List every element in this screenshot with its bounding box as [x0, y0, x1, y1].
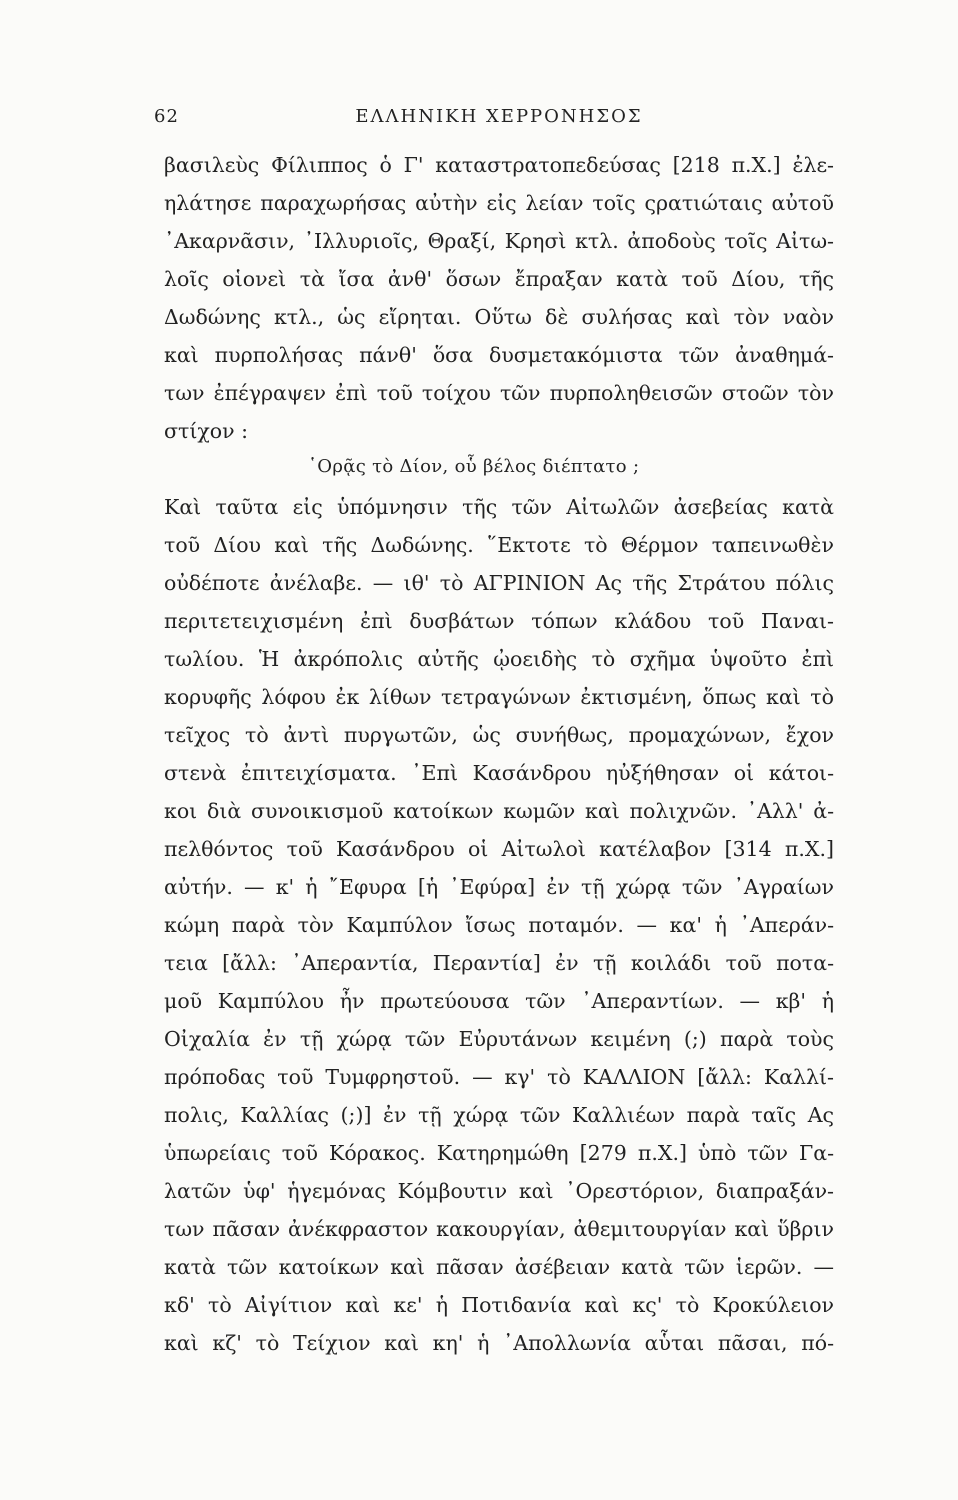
text-line: Οἰχαλία ἐν τῇ χώρᾳ τῶν Εὐρυτάνων κειμένη (;) παρὰ τοὺς [164, 1027, 834, 1051]
text-line: μοῦ Καμπύλου ἦν πρωτεύουσα τῶν ᾽Απεραντίων. — κβ' ἡ [164, 989, 834, 1013]
text-line: ηλάτησε παραχωρήσας αὐτὴν εἰς λείαν τοῖς ςρατιώταις αὐτοῦ [164, 191, 834, 215]
text-line: βασιλεὺς Φίλιππος ὁ Γ' καταστρατοπεδεύσας [218 π.Χ.] ἐλε- [164, 153, 834, 177]
text-line: αὐτήν. — κ' ἡ ῎Εφυρα [ἡ ᾽Εφύρα] ἐν τῇ χώρᾳ τῶν ᾽Αγραίων [164, 875, 834, 899]
text-line: Καὶ ταῦτα εἰς ὑπόμνησιν τῆς τῶν Αἰτωλῶν ἀσεβείας κατὰ [164, 495, 834, 519]
text-line: των ἐπέγραψεν ἐπὶ τοῦ τοίχου τῶν πυρποληθεισῶν στοῶν τὸν [164, 381, 834, 405]
text-line: κορυφῆς λόφου ἐκ λίθων τετραγώνων ἐκτισμένη, ὅπως καὶ τὸ [164, 685, 834, 709]
text-line: πολις, Καλλίας (;)] ἐν τῇ χώρᾳ τῶν Καλλιέων παρὰ ταῖς Ας [164, 1103, 834, 1127]
text-line: λοῖς οἱονεὶ τὰ ἴσα ἀνθ' ὅσων ἔπραξαν κατὰ τοῦ Δίου, τῆς [164, 267, 834, 291]
text-line: τεια [ἄλλ: ᾽Απεραντία, Περαντία] ἐν τῇ κοιλάδι τοῦ ποτα- [164, 951, 834, 975]
text-line: οὐδέποτε ἀνέλαβε. — ιθ' τὸ ΑΓΡΙΝΙΟΝ Ας τῆς Στράτου πόλις [164, 571, 834, 595]
text-line: ὑπωρείαις τοῦ Κόρακος. Κατηρημώθη [279 π.Χ.] ὑπὸ τῶν Γα- [164, 1141, 834, 1165]
text-line: περιτετειχισμένη ἐπὶ δυσβάτων τόπων κλάδου τοῦ Παναι- [164, 609, 834, 633]
text-line: πρόποδας τοῦ Τυμφρηστοῦ. — κγ' τὸ ΚΑΛΛΙΟΝ [ἄλλ: Καλλί- [164, 1065, 834, 1089]
text-line: κατὰ τῶν κατοίκων καὶ πᾶσαν ἀσέβειαν κατὰ τῶν ἱερῶν. — [164, 1255, 834, 1279]
text-line: στενὰ ἐπιτειχίσματα. ᾽Επὶ Κασάνδρου ηὐξήθησαν οἱ κάτοι- [164, 761, 834, 785]
text-line: πελθόντος τοῦ Κασάνδρου οἱ Αἰτωλοὶ κατέλαβον [314 π.Χ.] [164, 837, 834, 861]
text-line: Δωδώνης κτλ., ὡς εἴρηται. Οὕτω δὲ συλήσας καὶ τὸν ναὸν [164, 305, 834, 329]
text-line: στίχον : [164, 419, 249, 443]
text-line: τοῦ Δίου καὶ τῆς Δωδώνης. ῞Εκτοτε τὸ Θέρμον ταπεινωθὲν [164, 533, 834, 557]
running-title: ΕΛΛΗΝΙΚΗ ΧΕΡΡΟΝΗΣΟΣ [355, 106, 643, 127]
text-line: κδ' τὸ Αἰγίτιον καὶ κε' ἡ Ποτιδανία καὶ κς' τὸ Κροκύλειον [164, 1293, 834, 1317]
text-line: κοι διὰ συνοικισμοῦ κατοίκων κωμῶν καὶ πολιχνῶν. ᾽Αλλ' ἀ- [164, 799, 834, 823]
page-header [154, 106, 834, 136]
text-line: τεῖχος τὸ ἀντὶ πυργωτῶν, ὡς συνήθως, προμαχώνων, ἔχον [164, 723, 834, 747]
text-line: λατῶν ὑφ' ἡγεμόνας Κόμβουτιν καὶ ᾽Ορεστόριον, διαπραξάν- [164, 1179, 834, 1203]
verse-quote: ῾Ορᾷς τὸ Δίον, οὗ βέλος διέπτατο ; [308, 456, 640, 477]
text-line: κώμη παρὰ τὸν Καμπύλον ἴσως ποταμόν. — κα' ἡ ᾽Απεράν- [164, 913, 834, 937]
text-line: τωλίου. Ἡ ἀκρόπολις αὐτῆς ᾠοειδὴς τὸ σχῆμα ὑψοῦτο ἐπὶ [164, 647, 834, 671]
page-number: 62 [154, 106, 179, 127]
text-line: των πᾶσαν ἀνέκφραστον κακουργίαν, ἀθεμιτουργίαν καὶ ὕβριν [164, 1217, 834, 1241]
text-line: καὶ κζ' τὸ Τείχιον καὶ κη' ἡ ᾽Απολλωνία αὗται πᾶσαι, πό- [164, 1331, 834, 1355]
text-line: ᾽Ακαρνᾶσιν, ᾽Ιλλυριοῖς, Θραξί, Κρησὶ κτλ. ἀποδοὺς τοῖς Αἰτω- [164, 229, 834, 253]
text-line: καὶ πυρπολήσας πάνθ' ὅσα δυσμετακόμιστα τῶν ἀναθημά- [164, 343, 834, 367]
body-text [164, 146, 834, 1362]
